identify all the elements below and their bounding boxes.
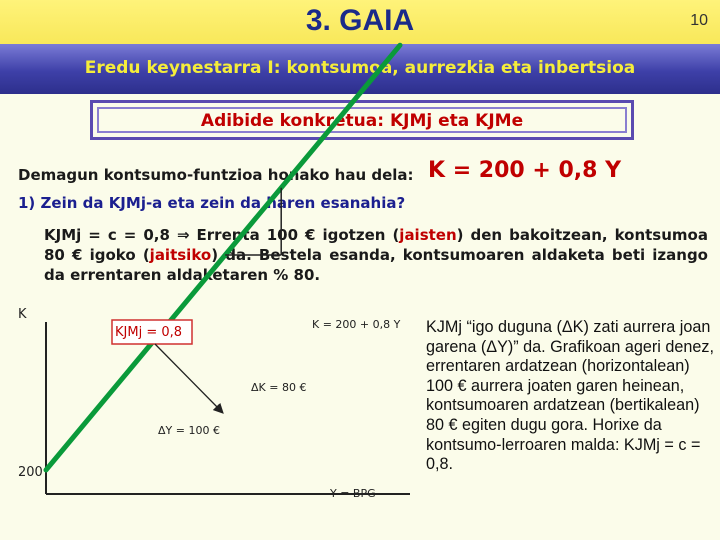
intro-text: Demagun kontsumo-funtzioa honako hau dela:: [18, 166, 414, 184]
highlight-jaitsiko: jaitsiko: [149, 246, 212, 264]
page-number: 10: [690, 12, 708, 29]
slide-subtitle: Eredu keynestarra I: kontsumoa, aurrezkia eta inbertsioa: [84, 58, 636, 78]
side-explanation: KJMj “igo duguna (ΔK) zati aurrera joan garena (ΔY)” da. Grafikoan ageri denez, errentaren ardatzean (horizontalean) 100 € aurrera joaten garen heinean, kontsumoaren ardatzean (bertikalean) 80 € egiten dugu gora. Horixe da kontsumo-lerroaren malda: KJMj = c = 0,8.: [426, 318, 714, 474]
line-label: K = 200 + 0,8 Y: [312, 318, 401, 331]
highlight-jaisten: jaisten: [399, 226, 457, 244]
paragraph-text-3: ) da. Bestela esanda, kontsumoaren aldaketa beti izango da errentaren aldaketaren % 80.: [44, 246, 708, 284]
question-text: 1) Zein da KJMj-a eta zein da haren esanahia?: [18, 194, 406, 212]
delta-k-label: ΔK = 80 €: [251, 381, 307, 394]
consumption-formula: K = 200 + 0,8 Y: [428, 158, 622, 183]
intercept-label: 200: [18, 465, 43, 480]
example-title: Adibide konkretua: KJMj eta KJMe: [200, 111, 524, 131]
slide-title: 3. GAIA: [305, 4, 415, 37]
slope-box-label: KJMj = 0,8: [115, 325, 183, 340]
slope-pointer-arrow: [155, 344, 222, 412]
delta-y-label: ΔY = 100 €: [158, 424, 220, 437]
y-axis-label: K: [18, 307, 27, 322]
paragraph-text-2: ) den bakoitzean, kontsumoa 80 € igoko (: [44, 226, 708, 264]
consumption-line: [46, 45, 400, 470]
implies-icon: ⇒: [176, 226, 190, 244]
x-axis-label: Y = BPG: [330, 487, 376, 500]
mpc-equation: KJMj = c = 0,8: [44, 226, 170, 244]
paragraph-text-1: Errenta 100 € igotzen (: [196, 226, 400, 244]
